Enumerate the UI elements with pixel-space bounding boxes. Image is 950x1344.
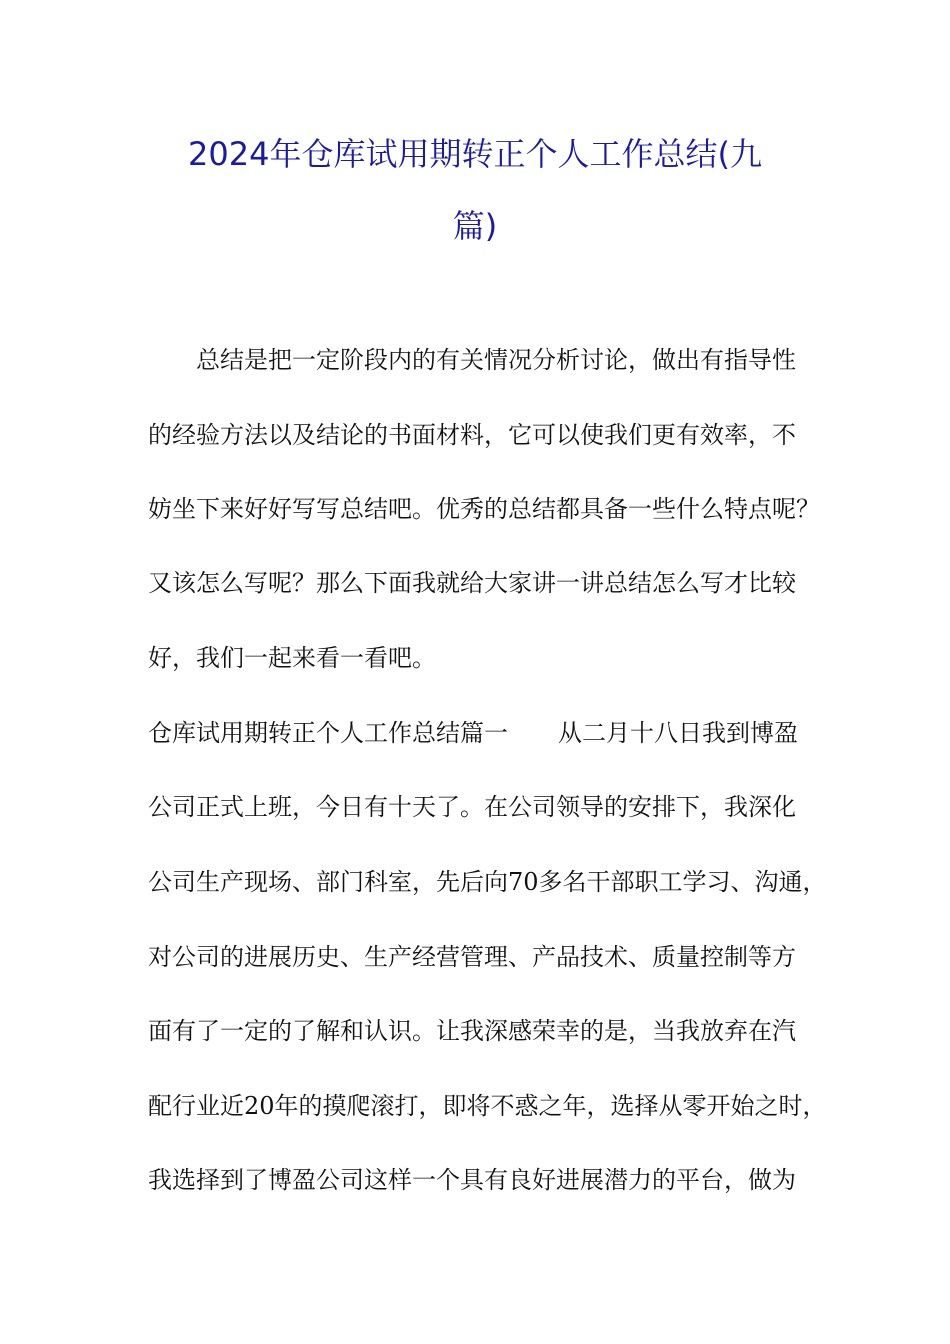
document-title-line-2: 篇) bbox=[452, 207, 498, 245]
body-line: 配行业近20年的摸爬滚打，即将不惑之年，选择从零开始之时， bbox=[148, 1092, 827, 1120]
intro-line: 总结是把一定阶段内的有关情况分析讨论，做出有指导性 bbox=[196, 346, 796, 374]
intro-line: 的经验方法以及结论的书面材料，它可以使我们更有效率，不 bbox=[148, 421, 796, 449]
body-line: 面有了一定的了解和认识。让我深感荣幸的是，当我放弃在汽 bbox=[148, 1017, 796, 1045]
section-heading: 仓库试用期转正个人工作总结篇一 bbox=[148, 719, 508, 747]
body-line: 公司正式上班，今日有十天了。在公司领导的安排下，我深化 bbox=[148, 793, 796, 821]
intro-line: 又该怎么写呢？那么下面我就给大家讲一讲总结怎么写才比较 bbox=[148, 569, 796, 597]
body-line: 对公司的进展历史、生产经营管理、产品技术、质量控制等方 bbox=[148, 943, 796, 971]
document-title-line-1: 2024年仓库试用期转正个人工作总结(九 bbox=[188, 135, 762, 173]
section-first-text: 从二月十八日我到博盈 bbox=[558, 719, 798, 747]
body-line: 我选择到了博盈公司这样一个具有良好进展潜力的平台，做为 bbox=[148, 1166, 796, 1194]
section-heading-line bbox=[148, 718, 798, 748]
intro-line: 好，我们一起来看一看吧。 bbox=[148, 644, 436, 672]
body-line: 公司生产现场、部门科室，先后向70多名干部职工学习、沟通， bbox=[148, 868, 827, 896]
intro-line: 妨坐下来好好写写总结吧。优秀的总结都具备一些什么特点呢？ bbox=[148, 495, 820, 523]
